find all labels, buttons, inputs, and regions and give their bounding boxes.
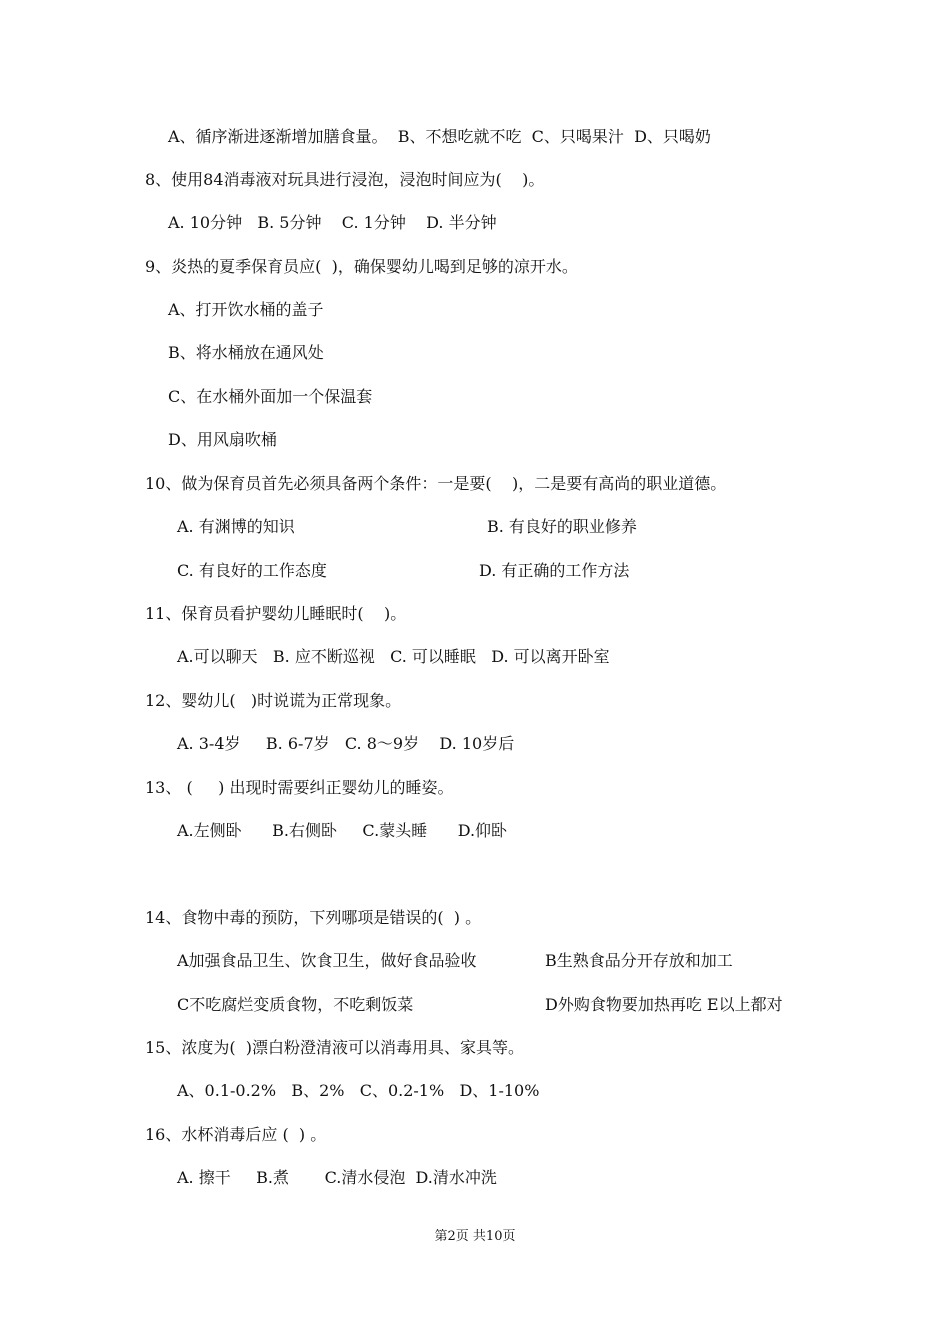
page-footer: 第2页 共10页 xyxy=(434,1229,516,1244)
q11-options: A.可以聊天 B. 应不断巡视 C. 可以睡眠 D. 可以离开卧室 xyxy=(177,647,610,666)
q10-option-a: A. 有渊博的知识 xyxy=(177,517,295,536)
q14-question: 14、食物中毒的预防，下列哪项是错误的( ) 。 xyxy=(145,908,482,927)
q16-question: 16、水杯消毒后应 ( ) 。 xyxy=(145,1125,327,1144)
q7-options: A、循序渐进逐渐增加膳食量。 B、不想吃就不吃 C、只喝果汁 D、只喝奶 xyxy=(168,127,711,146)
q15-question: 15、浓度为( )漂白粉澄清液可以消毒用具、家具等。 xyxy=(145,1038,525,1057)
q13-options: A.左侧卧 B.右侧卧 C.蒙头睡 D.仰卧 xyxy=(177,821,508,840)
q9-option-a: A、打开饮水桶的盖子 xyxy=(168,300,324,319)
q9-option-b: B、将水桶放在通风处 xyxy=(168,343,324,362)
q10-option-d: D. 有正确的工作方法 xyxy=(479,561,630,580)
q14-option-d-e: D外购食物要加热再吃 E以上都对 xyxy=(545,995,783,1014)
q9-question: 9、炎热的夏季保育员应( )，确保婴幼儿喝到足够的凉开水。 xyxy=(145,257,578,276)
q14-option-b: B生熟食品分开存放和加工 xyxy=(545,951,733,970)
q14-option-a: A加强食品卫生、饮食卫生，做好食品验收 xyxy=(177,951,477,970)
q13-question: 13、 ( ) 出现时需要纠正婴幼儿的睡姿。 xyxy=(145,778,454,797)
q8-options: A. 10分钟 B. 5分钟 C. 1分钟 D. 半分钟 xyxy=(168,213,497,232)
q15-options: A、0.1-0.2% B、2% C、0.2-1% D、1-10% xyxy=(177,1081,540,1100)
q12-options: A. 3-4岁 B. 6-7岁 C. 8～9岁 D. 10岁后 xyxy=(177,734,515,753)
q16-options: A. 擦干 B.煮 C.清水侵泡 D.清水冲洗 xyxy=(177,1168,497,1187)
q8-question: 8、使用84消毒液对玩具进行浸泡，浸泡时间应为( )。 xyxy=(145,170,545,189)
q12-question: 12、婴幼儿( )时说谎为正常现象。 xyxy=(145,691,402,710)
q14-option-c: C不吃腐烂变质食物，不吃剩饭菜 xyxy=(177,995,414,1014)
q10-option-c: C. 有良好的工作态度 xyxy=(177,561,327,580)
q9-option-d: D、用风扇吹桶 xyxy=(168,430,277,449)
q11-question: 11、保育员看护婴幼儿睡眠时( )。 xyxy=(145,604,407,623)
q10-option-b: B. 有良好的职业修养 xyxy=(487,517,637,536)
q10-question: 10、做为保育员首先必须具备两个条件：一是要( )，二是要有高尚的职业道德。 xyxy=(145,474,727,493)
q9-option-c: C、在水桶外面加一个保温套 xyxy=(168,387,373,406)
